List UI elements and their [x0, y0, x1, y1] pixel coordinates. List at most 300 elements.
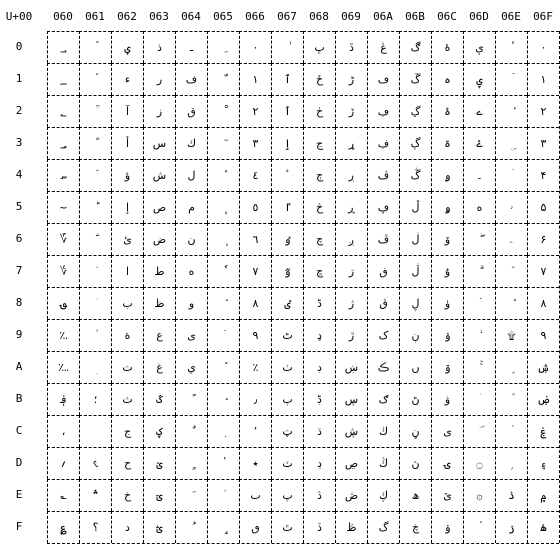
glyph-cell	[495, 95, 527, 127]
glyph	[208, 32, 239, 63]
column-header: 06E	[501, 10, 521, 23]
glyph-cell	[303, 159, 335, 191]
glyph-cell	[303, 95, 335, 127]
glyph-cell	[143, 127, 175, 159]
glyph-cell	[239, 351, 271, 383]
glyph-cell	[367, 479, 399, 511]
glyph-cell	[143, 223, 175, 255]
glyph: ڦ	[377, 233, 390, 246]
glyph-cell	[335, 447, 367, 479]
glyph-cell	[79, 63, 111, 95]
glyph-cell	[239, 511, 271, 543]
glyph: ۸	[540, 297, 547, 310]
glyph	[176, 448, 207, 479]
glyph: ډ	[317, 329, 322, 342]
glyph	[208, 480, 239, 511]
glyph-cell	[175, 511, 207, 543]
glyph-cell	[271, 511, 303, 543]
glyph-cell	[431, 479, 463, 511]
glyph-cell	[111, 479, 143, 511]
glyph: ړ	[348, 137, 355, 150]
glyph	[208, 384, 239, 415]
glyph: ئ	[123, 233, 132, 246]
glyph: ٧	[252, 265, 259, 278]
glyph-cell	[207, 31, 239, 63]
glyph-cell	[175, 223, 207, 255]
glyph: ۥ	[510, 201, 513, 214]
glyph	[496, 96, 527, 127]
glyph	[496, 416, 527, 447]
glyph-cell	[143, 415, 175, 447]
row-label: 9	[15, 328, 23, 341]
glyph: ۊ	[444, 361, 451, 374]
glyph: ڝ	[344, 457, 359, 470]
glyph-cell	[527, 127, 559, 159]
glyph-cell	[207, 223, 239, 255]
glyph: ڹ	[411, 329, 420, 342]
glyph-cell	[47, 95, 79, 127]
column-header: 061	[85, 10, 105, 23]
row-label: 6	[15, 232, 23, 245]
glyph: ء	[124, 73, 131, 86]
glyph-cell	[495, 223, 527, 255]
glyph: ڎ	[317, 489, 322, 502]
glyph: ؍	[60, 457, 67, 470]
glyph: ڌ	[317, 425, 322, 438]
glyph-cell	[367, 95, 399, 127]
glyph-cell	[47, 255, 79, 287]
glyph-cell	[367, 223, 399, 255]
glyph-cell	[431, 159, 463, 191]
glyph-cell	[79, 95, 111, 127]
glyph-cell	[143, 351, 175, 383]
glyph-cell	[271, 63, 303, 95]
glyph: ػ	[156, 393, 163, 406]
glyph: ۋ	[444, 393, 451, 406]
glyph-cell	[239, 31, 271, 63]
glyph-cell	[463, 159, 495, 191]
glyph-cell	[367, 287, 399, 319]
glyph	[208, 160, 239, 191]
glyph	[496, 288, 527, 319]
glyph: ڙ	[348, 329, 355, 342]
glyph-cell	[399, 31, 431, 63]
glyph-cell	[431, 63, 463, 95]
glyph-cell	[335, 255, 367, 287]
corner-label: U+00	[5, 10, 33, 23]
column-header: 062	[117, 10, 137, 23]
glyph-cell	[431, 191, 463, 223]
glyph: ح	[123, 457, 132, 470]
glyph: ڐ	[349, 41, 354, 54]
glyph: ؾ	[156, 489, 163, 502]
glyph-cell	[495, 319, 527, 351]
glyph-cell	[175, 31, 207, 63]
glyph-cell	[207, 511, 239, 543]
glyph-cell	[239, 415, 271, 447]
glyph-cell	[303, 63, 335, 95]
glyph-cell	[271, 351, 303, 383]
glyph-cell	[239, 127, 271, 159]
glyph-cell	[463, 191, 495, 223]
glyph	[80, 192, 111, 223]
glyph: ۰	[540, 41, 547, 54]
glyph: ڬ	[378, 425, 389, 438]
glyph: ٴ	[285, 169, 290, 182]
glyph	[496, 352, 527, 383]
glyph-cell	[367, 255, 399, 287]
glyph-cell	[495, 415, 527, 447]
glyph-cell	[271, 191, 303, 223]
glyph-cell	[239, 159, 271, 191]
glyph-cell	[431, 287, 463, 319]
glyph-cell	[79, 127, 111, 159]
glyph-cell	[399, 383, 431, 415]
glyph	[496, 384, 527, 415]
glyph-cell	[207, 383, 239, 415]
glyph: ۓ	[476, 137, 483, 150]
row-label: 1	[15, 72, 23, 85]
row-label: 2	[15, 104, 23, 117]
glyph-cell	[111, 351, 143, 383]
glyph-cell	[111, 447, 143, 479]
glyph: ٩	[252, 329, 259, 342]
glyph-cell	[303, 351, 335, 383]
column-header: 06A	[373, 10, 393, 23]
glyph-cell	[303, 447, 335, 479]
glyph: ۦ	[509, 233, 514, 246]
glyph	[464, 352, 495, 383]
glyph: څ	[315, 201, 324, 214]
glyph-cell	[367, 63, 399, 95]
glyph: ب	[122, 297, 133, 310]
glyph: ل	[187, 169, 196, 182]
row-label: 5	[15, 200, 23, 213]
glyph-cell	[79, 479, 111, 511]
glyph: ڟ	[346, 521, 357, 534]
glyph-cell	[207, 159, 239, 191]
glyph-cell	[79, 31, 111, 63]
glyph: ڛ	[344, 393, 359, 406]
row-label: 0	[15, 40, 23, 53]
column-header: 06F	[533, 10, 553, 23]
glyph-cell	[463, 415, 495, 447]
glyph: ڀ	[314, 41, 325, 54]
glyph-cell	[143, 31, 175, 63]
glyph-cell	[527, 95, 559, 127]
glyph: ؋	[60, 393, 67, 406]
glyph-cell	[303, 511, 335, 543]
glyph-cell	[79, 319, 111, 351]
glyph-cell	[239, 319, 271, 351]
glyph: ٪	[252, 361, 259, 374]
glyph-cell	[47, 127, 79, 159]
glyph: ڣ	[377, 137, 390, 150]
glyph-cell	[207, 127, 239, 159]
row-label: A	[15, 360, 23, 373]
glyph-cell	[111, 191, 143, 223]
glyph: ۀ	[444, 41, 451, 54]
glyph-cell	[463, 383, 495, 415]
glyph: ۿ	[540, 521, 547, 534]
glyph	[496, 448, 527, 479]
glyph: ۴	[540, 169, 547, 182]
glyph: ٱ	[284, 73, 291, 86]
glyph: ګ	[378, 393, 389, 406]
glyph	[464, 256, 495, 287]
glyph: ۝	[476, 457, 483, 470]
glyph-cell	[463, 95, 495, 127]
glyph: ڕ	[348, 201, 355, 214]
glyph	[208, 288, 239, 319]
glyph-cell	[47, 511, 79, 543]
glyph: ٥	[252, 201, 259, 214]
glyph-cell	[111, 511, 143, 543]
glyph: ہ	[444, 73, 451, 86]
glyph: ش	[152, 169, 167, 182]
row-label: C	[15, 424, 23, 437]
glyph-cell	[111, 287, 143, 319]
glyph-cell	[143, 479, 175, 511]
column-header: 069	[341, 10, 361, 23]
glyph: ژ	[348, 297, 355, 310]
glyph: ث	[122, 393, 133, 406]
glyph-cell	[303, 415, 335, 447]
glyph: ز	[156, 105, 163, 118]
glyph-cell	[111, 31, 143, 63]
column-header: 068	[309, 10, 329, 23]
glyph-cell	[271, 127, 303, 159]
glyph-cell	[463, 255, 495, 287]
glyph: ۱	[540, 73, 547, 86]
glyph-cell	[271, 319, 303, 351]
glyph: ڨ	[379, 297, 388, 310]
glyph	[176, 512, 207, 543]
glyph-cell	[399, 415, 431, 447]
glyph: ٠	[252, 41, 259, 54]
glyph: ڰ	[410, 41, 421, 54]
glyph-cell	[399, 223, 431, 255]
glyph: ٷ	[284, 265, 291, 278]
glyph: ؿ	[156, 521, 163, 534]
glyph-cell	[47, 479, 79, 511]
glyph: ۽	[540, 457, 547, 470]
glyph: ښ	[344, 361, 359, 374]
glyph: خ	[123, 489, 132, 502]
glyph-cell	[111, 319, 143, 351]
glyph-cell	[175, 415, 207, 447]
glyph: ٢	[252, 105, 259, 118]
column-header: 064	[181, 10, 201, 23]
glyph-cell	[175, 159, 207, 191]
glyph: ڼ	[411, 425, 420, 438]
glyph-cell	[79, 351, 111, 383]
glyph	[80, 64, 111, 95]
glyph	[208, 224, 239, 255]
glyph: ؄	[60, 169, 67, 182]
glyph-cell	[335, 479, 367, 511]
glyph	[464, 224, 495, 255]
glyph: ؅	[60, 201, 67, 214]
glyph-cell	[527, 415, 559, 447]
glyph-cell	[367, 31, 399, 63]
glyph: ه	[188, 265, 195, 278]
glyph: ٻ	[282, 393, 293, 406]
glyph-cell	[47, 319, 79, 351]
glyph: غ	[156, 361, 163, 374]
glyph	[464, 320, 495, 351]
glyph	[208, 512, 239, 543]
glyph-cell	[79, 511, 111, 543]
glyph: ڢ	[377, 105, 390, 118]
glyph: ۄ	[444, 169, 451, 182]
glyph: ۉ	[444, 329, 451, 342]
glyph-cell	[143, 511, 175, 543]
glyph: ۲	[540, 105, 547, 118]
glyph-cell	[495, 351, 527, 383]
glyph-cell	[111, 223, 143, 255]
glyph-cell	[271, 415, 303, 447]
glyph-cell	[495, 255, 527, 287]
glyph: ۏ	[444, 521, 451, 534]
glyph-cell	[335, 31, 367, 63]
glyph	[176, 416, 207, 447]
glyph	[464, 384, 495, 415]
glyph: ۮ	[508, 489, 515, 502]
glyph	[464, 416, 495, 447]
glyph-cell	[79, 255, 111, 287]
glyph-cell	[527, 223, 559, 255]
column-header: 06C	[437, 10, 457, 23]
glyph: إ	[125, 201, 130, 214]
glyph-cell	[303, 127, 335, 159]
glyph-cell	[271, 383, 303, 415]
column-header: 067	[277, 10, 297, 23]
glyph-cell	[207, 191, 239, 223]
glyph: ڞ	[344, 489, 359, 502]
glyph	[208, 64, 239, 95]
glyph	[272, 32, 303, 63]
glyph: ۾	[540, 489, 547, 502]
glyph	[496, 256, 527, 287]
glyph: ؞	[92, 489, 99, 502]
glyph	[496, 160, 527, 191]
glyph-cell	[175, 479, 207, 511]
glyph-cell	[47, 351, 79, 383]
glyph-cell	[79, 223, 111, 255]
glyph: ا	[125, 265, 130, 278]
glyph-cell	[143, 447, 175, 479]
glyph	[208, 128, 239, 159]
glyph-cell	[239, 447, 271, 479]
glyph-cell	[463, 63, 495, 95]
glyph	[80, 32, 111, 63]
glyph: ٺ	[282, 361, 293, 374]
glyph-cell	[431, 127, 463, 159]
glyph: ۵	[540, 201, 547, 214]
column-header: 063	[149, 10, 169, 23]
glyph: ،	[61, 425, 66, 438]
glyph: ع	[156, 329, 163, 342]
glyph-cell	[367, 191, 399, 223]
glyph: ذ	[157, 41, 162, 54]
glyph-cell	[367, 159, 399, 191]
glyph-cell	[431, 351, 463, 383]
glyph: ؛	[93, 393, 98, 406]
glyph-cell	[527, 191, 559, 223]
glyph: ے	[476, 105, 483, 118]
glyph: أ	[125, 137, 130, 150]
glyph: ۩	[507, 329, 516, 342]
glyph: ڒ	[348, 105, 355, 118]
glyph-cell	[367, 351, 399, 383]
glyph: ص	[152, 201, 167, 214]
glyph-cell	[175, 95, 207, 127]
glyph-cell	[47, 223, 79, 255]
glyph: ٲ	[284, 105, 291, 118]
glyph: ؼ	[156, 425, 163, 438]
glyph: و	[188, 297, 195, 310]
glyph-cell	[47, 447, 79, 479]
glyph: ة	[124, 329, 131, 342]
glyph	[80, 96, 111, 127]
glyph: ڲ	[410, 105, 421, 118]
glyph-cell	[431, 415, 463, 447]
glyph-cell	[175, 383, 207, 415]
glyph-cell	[271, 95, 303, 127]
glyph	[208, 96, 239, 127]
glyph-cell	[335, 415, 367, 447]
glyph: ٣	[252, 137, 259, 150]
row-label: D	[15, 456, 23, 469]
row-label: 7	[15, 264, 23, 277]
glyph: ڍ	[317, 457, 322, 470]
glyph-cell	[495, 31, 527, 63]
glyph-cell	[79, 159, 111, 191]
row-label: 4	[15, 168, 23, 181]
glyph-cell	[111, 255, 143, 287]
glyph-cell	[143, 255, 175, 287]
glyph: ٫	[253, 393, 258, 406]
glyph-cell	[367, 127, 399, 159]
glyph: ٨	[252, 297, 259, 310]
glyph-cell	[79, 447, 111, 479]
glyph: ڧ	[379, 265, 388, 278]
glyph-cell	[143, 63, 175, 95]
glyph-cell	[495, 447, 527, 479]
glyph: ى	[187, 329, 196, 342]
glyph: ڿ	[411, 521, 420, 534]
glyph-cell	[79, 415, 111, 447]
glyph: ڷ	[411, 265, 420, 278]
glyph	[464, 288, 495, 319]
glyph: ت	[122, 361, 133, 374]
glyph: ؠ	[124, 41, 131, 54]
glyph-cell	[111, 415, 143, 447]
glyph-cell	[47, 31, 79, 63]
glyph: ۃ	[444, 137, 451, 150]
glyph-cell	[47, 191, 79, 223]
glyph-cell	[399, 351, 431, 383]
glyph-cell	[239, 287, 271, 319]
glyph-cell	[207, 63, 239, 95]
glyph-cell	[239, 383, 271, 415]
glyph-cell	[47, 287, 79, 319]
glyph: ک	[378, 329, 389, 342]
glyph-cell	[399, 319, 431, 351]
glyph: ٳ	[284, 137, 291, 150]
glyph: ؽ	[156, 457, 163, 470]
